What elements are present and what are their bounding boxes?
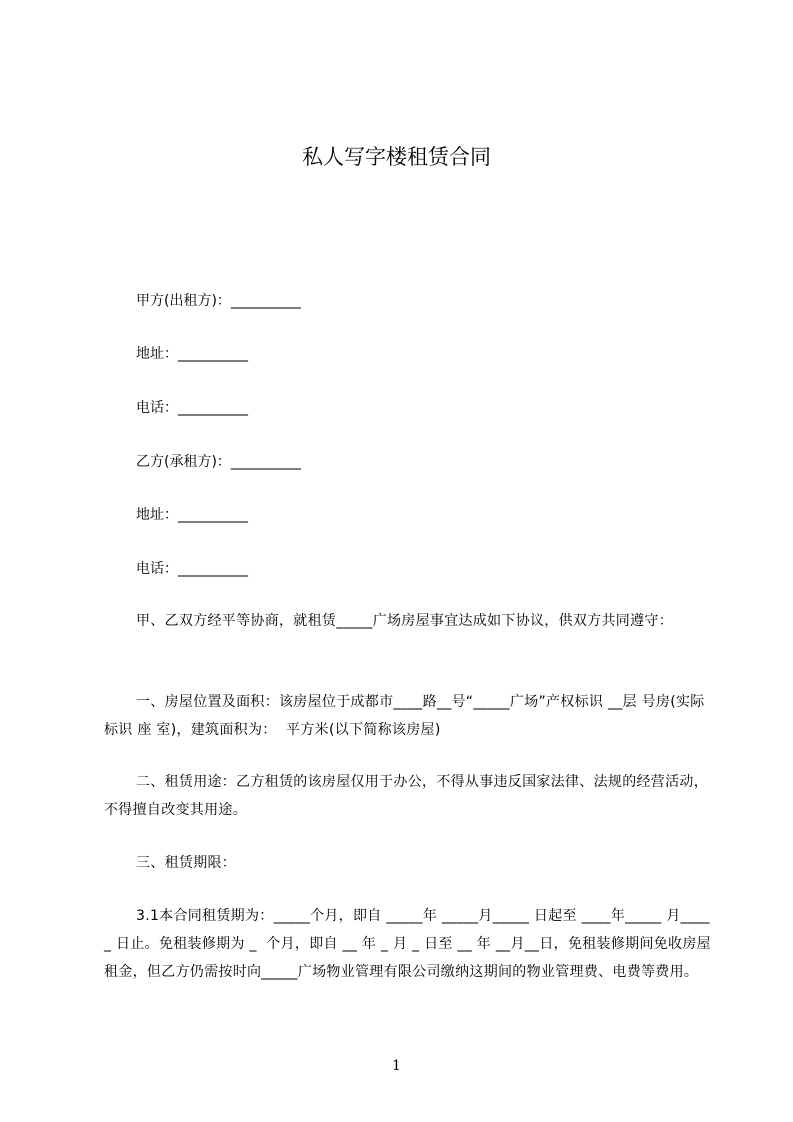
clause-location-area: 一、房屋位置及面积：该房屋位于成都市____路__号“_____广场”产权标识 __层 号房(实际标识 座 室)，建筑面积为： 平方米(以下简称该房屋) <box>104 694 705 738</box>
party-b-phone: 电话：__________ <box>136 561 248 577</box>
party-b-label: 乙方(承租方)：__________ <box>136 454 301 470</box>
party-b-address: 地址：__________ <box>136 507 248 523</box>
page-number: 1 <box>392 1058 401 1074</box>
preamble-paragraph: 甲、乙双方经平等协商，就租赁_____广场房屋事宜达成如下协议，供双方共同遵守： <box>136 613 673 629</box>
party-a-address: 地址：__________ <box>136 346 248 362</box>
party-a-phone: 电话：__________ <box>136 400 248 416</box>
page-title: 私人写字楼租赁合同 <box>302 145 491 169</box>
party-a-label: 甲方(出租方)：__________ <box>136 293 301 309</box>
clause-lease-term-detail: 3.1本合同租赁期为：_____个月，即自 _____年 _____月_____ 日起至 ____年_____ 月_____ 日止。免租装修期为 _ 个月，即自 __ 年 _ 月 _ 日至 __ 年 __月__日，免租装修期间免收房屋租金，但乙方仍需按时向_____广场物业管理有限公司缴纳这期间的物业管理费、电费等费用。 <box>104 908 711 980</box>
clause-lease-purpose: 二、租赁用途：乙方租赁的该房屋仅用于办公，不得从事违反国家法律、法规的经营活动，不得擅自改变其用途。 <box>104 774 708 818</box>
clause-lease-term-heading: 三、租赁期限： <box>136 855 237 871</box>
